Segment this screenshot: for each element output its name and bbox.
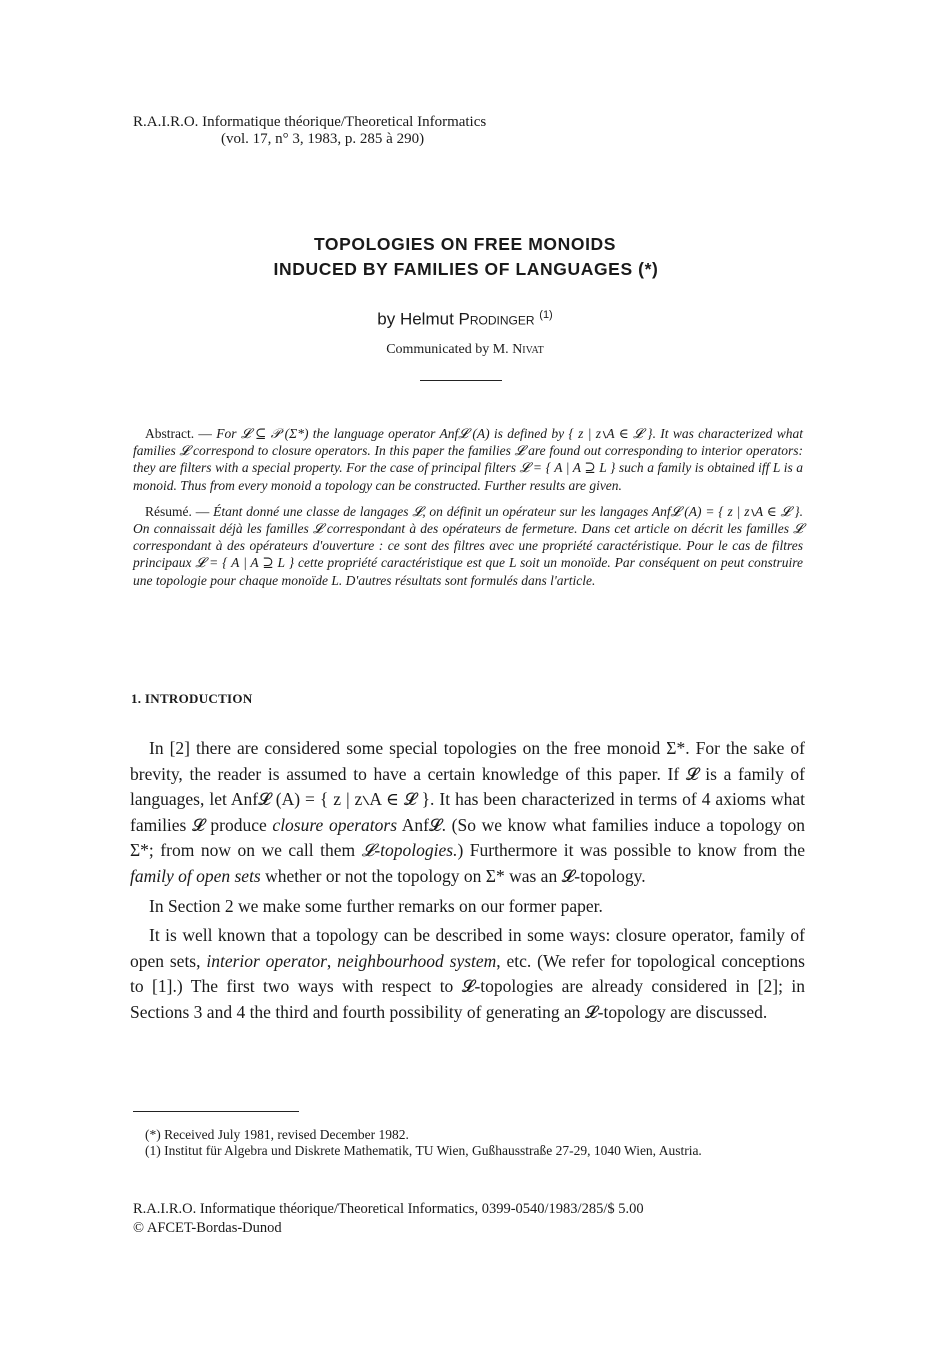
intro-p1-part-b: Anf𝓛. (So we know what families induce a topology on Σ*; from now on we call them <box>130 814 805 861</box>
journal-header <box>133 114 486 148</box>
intro-paragraph-1 <box>130 736 805 890</box>
abstract-block <box>133 425 803 598</box>
introduction-body <box>130 736 805 1030</box>
intro-paragraph-2: In Section 2 we make some further remarks on our former paper. <box>149 895 603 916</box>
section-heading: 1. INTRODUCTION <box>131 691 253 706</box>
intro-p1-part-a: In [2] there are considered some special topologies on the free monoid Σ*. For the sake of brevity, the reader is assumed to have a certain knowledge of this paper. If 𝓛 is a family of languages, let Anf𝓛 (A) = { z | z∖A ∈ 𝓛 }. It has been characterized in terms of 4 axioms what families 𝓛 produce <box>130 738 805 835</box>
intro-p3-part-c: , etc. (We refer for topological conceptions to [1].) The first two ways with respect to 𝓛-topologies are already considered in [2]; in Sections 3 and 4 the third and fourth possibility of generating an 𝓛-topology are discussed. <box>130 950 805 1022</box>
footnote-affiliation: (1) Institut für Algebra und Diskrete Mathematik, TU Wien, Gußhausstraße 27-29, 1040 Wien, Austria. <box>145 1143 702 1158</box>
paper-title <box>0 232 930 282</box>
intro-p1-emphasis-1: closure operators <box>272 814 398 835</box>
title-line-1: TOPOLOGIES ON FREE MONOIDS <box>313 234 617 254</box>
resume-lead: Résumé. — <box>145 503 210 519</box>
resume-text: Étant donné une classe de langages 𝓛, on définit un opérateur sur les langages Anf𝓛 (A) = { z | z∖A ∈ 𝓛 }. On connaissait déjà les familles 𝓛 correspondant à des opérateurs de fermeture. Dans cet article on décrit les familles 𝓛 correspondant à des opérateurs d'ouverture : ce sont des filtres avec une propriété caractéristique. Pour le cas de filtres principaux 𝓛 = { A | A ⊇ L } cette propriété caractéristique est que L soit un monoïde. Par conséquent on peut construire une topologie pour chaque monoïde L. D'autres résultats sont formulés dans l'article. <box>133 503 804 588</box>
communicated-name: Nivat <box>512 342 544 357</box>
publisher-journal-line: R.A.I.R.O. Informatique théorique/Theoretical Informatics, 0399-0540/1983/285/$ 5.00 <box>133 1201 644 1217</box>
footnote-received: (*) Received July 1981, revised December 1982. <box>145 1127 409 1142</box>
author-prefix: by Helmut <box>377 309 454 329</box>
intro-p1-part-d: whether or not the topology on Σ* was an 𝓛-topology. <box>260 865 646 886</box>
intro-p1-part-c: ) Furthermore it was possible to know from the <box>457 840 805 861</box>
title-line-2: INDUCED BY FAMILIES OF LANGUAGES (*) <box>273 259 659 279</box>
abstract-paragraph <box>133 425 803 494</box>
author-line <box>0 309 930 330</box>
intro-p3-emphasis-1: interior operator <box>206 950 327 971</box>
intro-p1-emphasis-3: family of open sets <box>130 865 261 886</box>
journal-name: R.A.I.R.O. Informatique théorique/Theoretical Informatics <box>133 114 487 130</box>
intro-p1-emphasis-2: 𝓛-topologies. <box>361 840 458 861</box>
intro-p3-part-b: , <box>326 950 338 971</box>
resume-paragraph <box>133 503 803 589</box>
abstract-lead: Abstract. — <box>145 426 212 441</box>
volume-info: (vol. 17, n° 3, 1983, p. 285 à 290) <box>221 131 425 147</box>
intro-p3-part-a: It is well known that a topology can be described in some ways: closure operator, family of open sets, <box>130 925 805 971</box>
intro-paragraph-3 <box>130 923 805 1025</box>
title-divider <box>420 380 502 381</box>
footnotes <box>133 1127 805 1159</box>
abstract-text: For 𝓛 ⊆ 𝒫 (Σ*) the language operator Anf𝓛 (A) is defined by { z | z∖A ∈ 𝓛 }. It was characterized what families 𝓛 correspond to closure operators. In this paper the families 𝓛 are found out corresponding to interior operators: they are filters with a special property. For the case of principal filters 𝓛 = { A | A ⊇ L } such a family is obtained iff L is a monoid. Thus from every monoid a topology can be constructed. Further results are given. <box>133 426 803 493</box>
publisher-info <box>133 1200 805 1238</box>
communicated-by <box>0 342 930 358</box>
copyright-line: © AFCET-Bordas-Dunod <box>133 1220 282 1236</box>
author-surname: Prodinger <box>458 309 535 329</box>
author-note-mark: (1) <box>539 309 553 321</box>
footnote-divider <box>133 1111 299 1112</box>
communicated-prefix: Communicated by M. <box>386 342 509 357</box>
intro-p3-emphasis-2: neighbourhood system <box>337 950 497 971</box>
